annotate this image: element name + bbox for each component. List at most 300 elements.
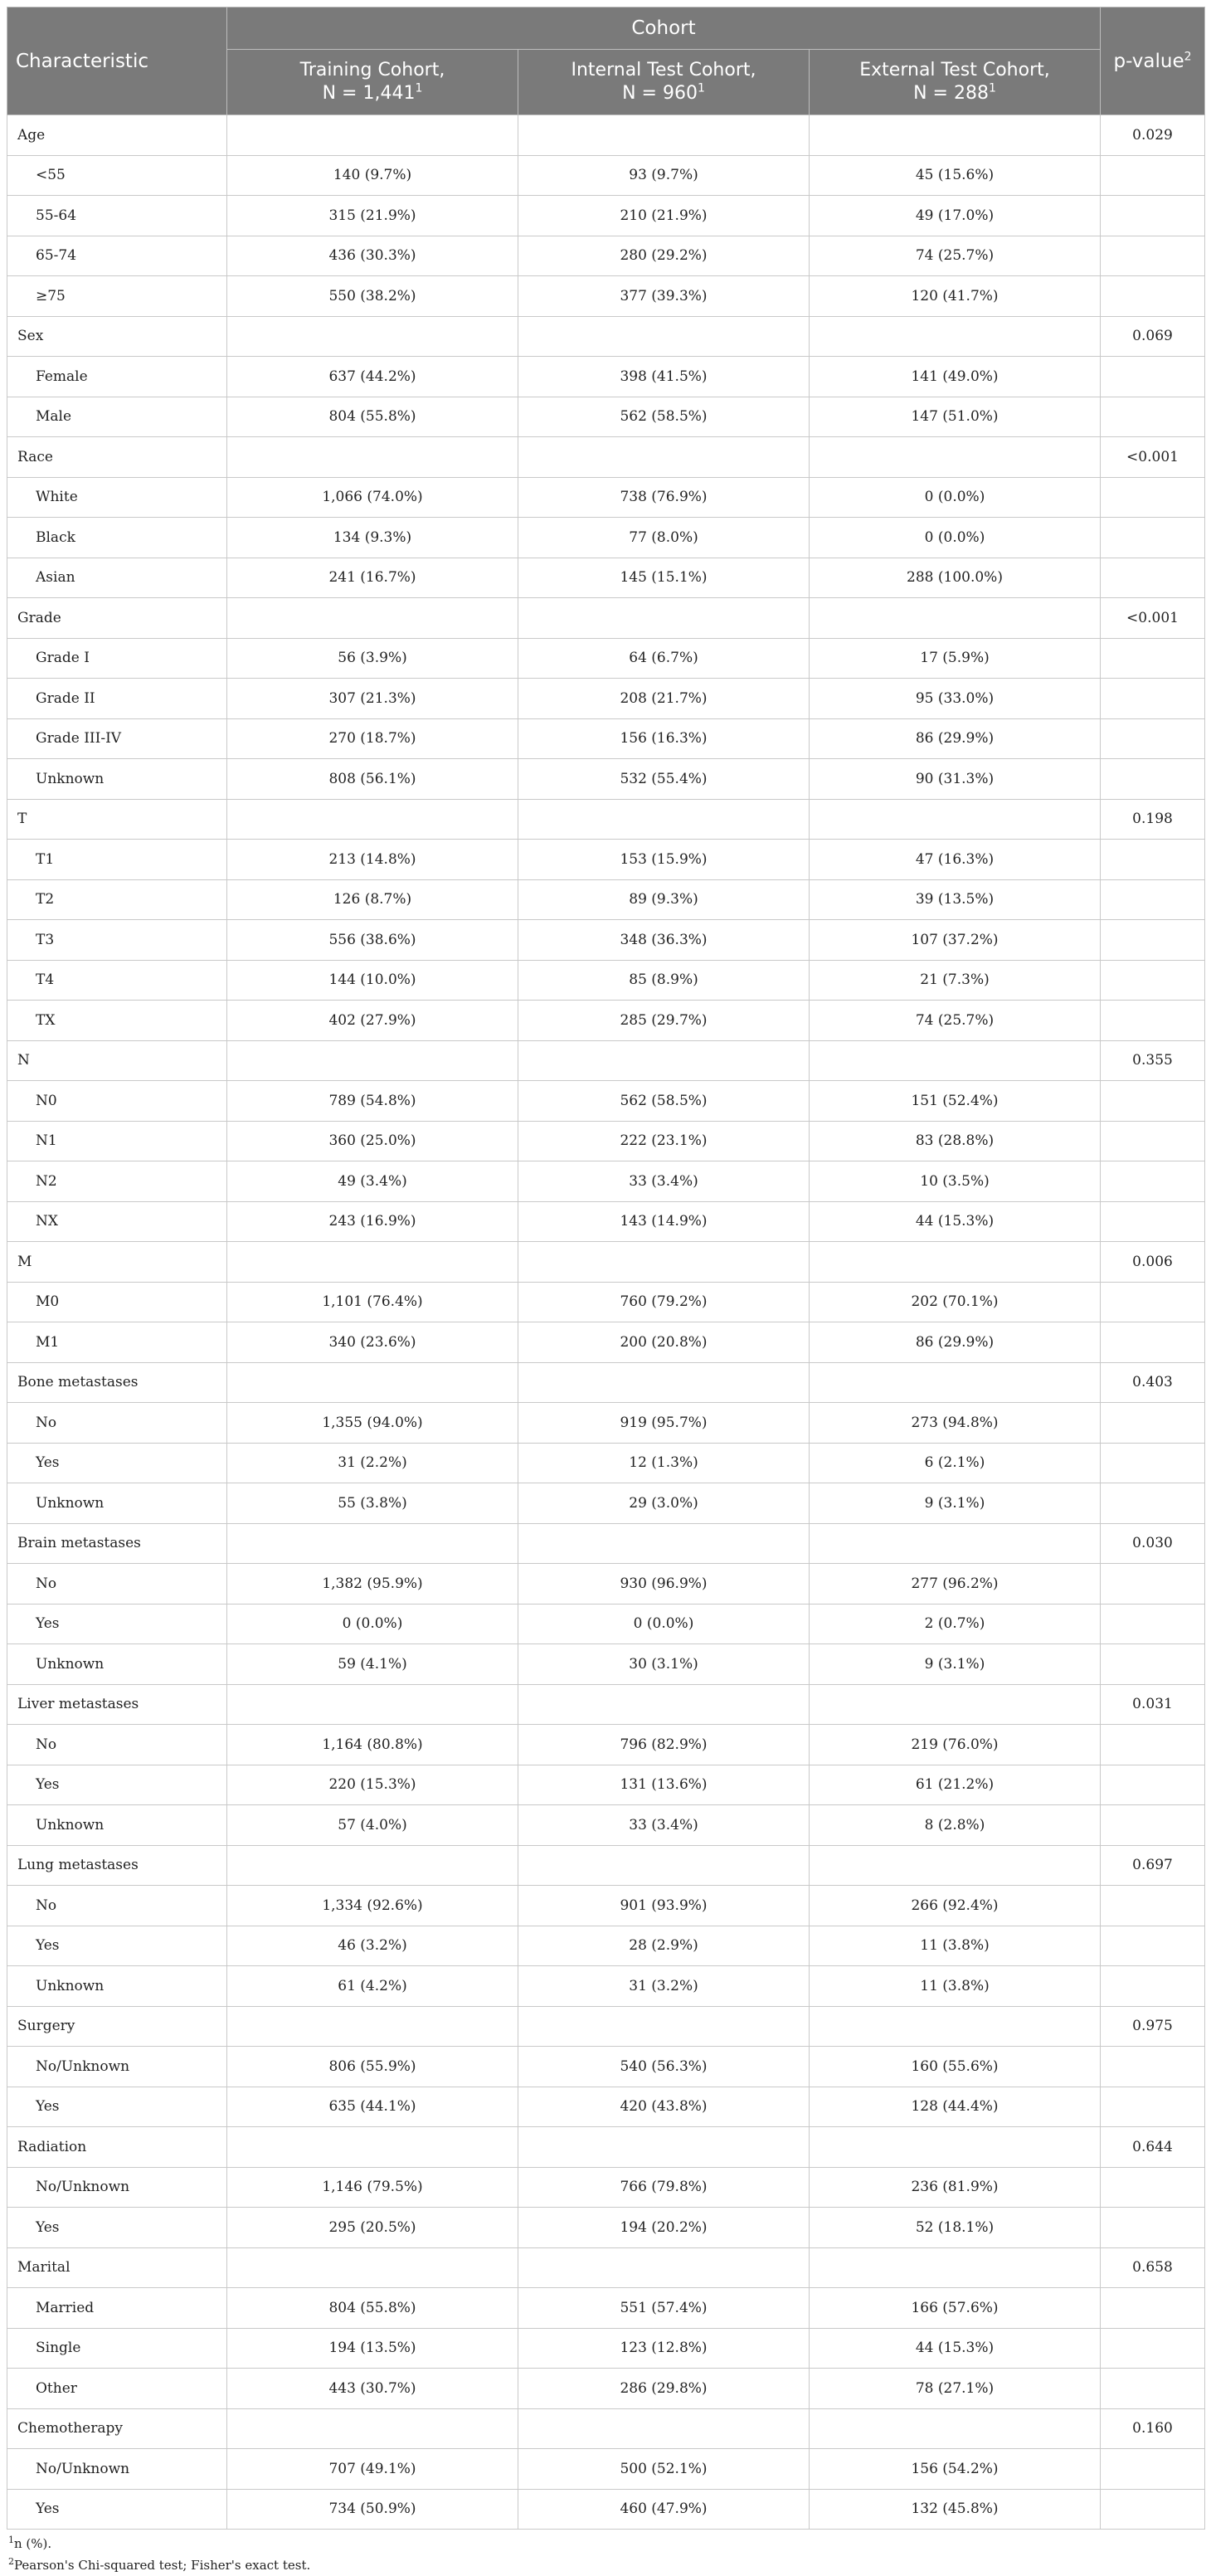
table-row bbox=[7, 1564, 1205, 1605]
row-label: N2 bbox=[7, 1161, 227, 1202]
internal-test-value: 901 (93.9%) bbox=[518, 1886, 810, 1926]
external-test-value: 83 (28.8%) bbox=[810, 1121, 1101, 1161]
external-test-value: 86 (29.9%) bbox=[810, 718, 1101, 759]
group-label: Liver metastases bbox=[7, 1684, 227, 1725]
empty-cell bbox=[518, 1845, 810, 1886]
training-value: 241 (16.7%) bbox=[227, 558, 518, 598]
empty-cell bbox=[1101, 2449, 1205, 2490]
internal-test-value: 64 (6.7%) bbox=[518, 638, 810, 679]
row-label: No bbox=[7, 1403, 227, 1444]
empty-cell bbox=[227, 799, 518, 840]
external-test-value: 0 (0.0%) bbox=[810, 477, 1101, 518]
empty-cell bbox=[810, 1523, 1101, 1564]
p-value-cell: 0.697 bbox=[1101, 1845, 1205, 1886]
table-row bbox=[7, 638, 1205, 679]
cohort-header: Cohort bbox=[227, 7, 1101, 50]
external-test-value: 277 (96.2%) bbox=[810, 1564, 1101, 1605]
pvalue-header-label: p-value bbox=[1113, 50, 1184, 72]
external-test-value: 17 (5.9%) bbox=[810, 638, 1101, 679]
table-row bbox=[7, 1282, 1205, 1322]
external-test-value: 9 (3.1%) bbox=[810, 1644, 1101, 1685]
table-row bbox=[7, 1403, 1205, 1444]
empty-cell bbox=[1101, 477, 1205, 518]
external-test-value: 52 (18.1%) bbox=[810, 2208, 1101, 2248]
empty-cell bbox=[227, 115, 518, 156]
internal-test-value: 420 (43.8%) bbox=[518, 2087, 810, 2127]
group-label: Age bbox=[7, 115, 227, 156]
empty-cell bbox=[1101, 759, 1205, 800]
external-test-value: 202 (70.1%) bbox=[810, 1282, 1101, 1322]
empty-cell bbox=[518, 2006, 810, 2047]
table-row bbox=[7, 2449, 1205, 2490]
training-value: 804 (55.8%) bbox=[227, 2288, 518, 2329]
column-sup: 1 bbox=[697, 81, 705, 95]
external-test-value: 132 (45.8%) bbox=[810, 2489, 1101, 2530]
table-row bbox=[7, 2328, 1205, 2369]
training-value: 61 (4.2%) bbox=[227, 1966, 518, 2007]
table-row bbox=[7, 276, 1205, 317]
empty-cell bbox=[1101, 679, 1205, 719]
empty-cell bbox=[1101, 1805, 1205, 1846]
row-label: T3 bbox=[7, 920, 227, 961]
empty-cell bbox=[1101, 879, 1205, 920]
row-label: Grade II bbox=[7, 679, 227, 719]
internal-test-value: 28 (2.9%) bbox=[518, 1926, 810, 1966]
internal-test-cohort-header bbox=[518, 50, 810, 115]
row-label: N0 bbox=[7, 1081, 227, 1122]
row-label: M1 bbox=[7, 1322, 227, 1363]
internal-test-value: 12 (1.3%) bbox=[518, 1443, 810, 1483]
empty-cell bbox=[1101, 638, 1205, 679]
table-row bbox=[7, 1805, 1205, 1846]
external-test-value: 49 (17.0%) bbox=[810, 196, 1101, 236]
training-value: 734 (50.9%) bbox=[227, 2489, 518, 2530]
empty-cell bbox=[1101, 196, 1205, 236]
row-label: N1 bbox=[7, 1121, 227, 1161]
table-row bbox=[7, 518, 1205, 558]
column-name: External Test Cohort, bbox=[859, 60, 1050, 80]
empty-cell bbox=[1101, 2167, 1205, 2208]
empty-cell bbox=[227, 2006, 518, 2047]
table-row bbox=[7, 1886, 1205, 1926]
internal-test-value: 89 (9.3%) bbox=[518, 879, 810, 920]
empty-cell bbox=[518, 1242, 810, 1283]
row-label: T1 bbox=[7, 840, 227, 880]
empty-cell bbox=[810, 437, 1101, 478]
training-value: 635 (44.1%) bbox=[227, 2087, 518, 2127]
empty-cell bbox=[810, 2408, 1101, 2449]
row-label: Asian bbox=[7, 558, 227, 598]
group-header-row bbox=[7, 799, 1205, 840]
empty-cell bbox=[1101, 1161, 1205, 1202]
empty-cell bbox=[1101, 155, 1205, 196]
empty-cell bbox=[1101, 2288, 1205, 2329]
empty-cell bbox=[227, 1845, 518, 1886]
footnote-marker: 1 bbox=[8, 2535, 14, 2545]
empty-cell bbox=[227, 316, 518, 357]
training-value: 808 (56.1%) bbox=[227, 759, 518, 800]
external-test-value: 141 (49.0%) bbox=[810, 357, 1101, 397]
row-label: No bbox=[7, 1564, 227, 1605]
empty-cell bbox=[227, 2247, 518, 2288]
empty-cell bbox=[1101, 1483, 1205, 1524]
external-test-value: 273 (94.8%) bbox=[810, 1403, 1101, 1444]
pvalue-header bbox=[1101, 7, 1205, 115]
row-label: No bbox=[7, 1725, 227, 1765]
group-label: Surgery bbox=[7, 2006, 227, 2047]
internal-test-value: 33 (3.4%) bbox=[518, 1161, 810, 1202]
group-label: Sex bbox=[7, 316, 227, 357]
empty-cell bbox=[810, 799, 1101, 840]
training-value: 307 (21.3%) bbox=[227, 679, 518, 719]
table-row bbox=[7, 759, 1205, 800]
group-header-row bbox=[7, 316, 1205, 357]
row-label: Unknown bbox=[7, 1644, 227, 1685]
row-label: Yes bbox=[7, 1926, 227, 1966]
external-test-value: 219 (76.0%) bbox=[810, 1725, 1101, 1765]
training-value: 59 (4.1%) bbox=[227, 1644, 518, 1685]
empty-cell bbox=[518, 316, 810, 357]
training-value: 270 (18.7%) bbox=[227, 718, 518, 759]
internal-test-value: 348 (36.3%) bbox=[518, 920, 810, 961]
group-label: Brain metastases bbox=[7, 1523, 227, 1564]
table-row bbox=[7, 1604, 1205, 1644]
internal-test-value: 131 (13.6%) bbox=[518, 1765, 810, 1805]
table-row bbox=[7, 1081, 1205, 1122]
internal-test-value: 919 (95.7%) bbox=[518, 1403, 810, 1444]
footnote-text: n (%). bbox=[14, 2536, 52, 2551]
row-label: NX bbox=[7, 1201, 227, 1242]
empty-cell bbox=[1101, 2489, 1205, 2530]
external-test-value: 47 (16.3%) bbox=[810, 840, 1101, 880]
external-test-value: 9 (3.1%) bbox=[810, 1483, 1101, 1524]
empty-cell bbox=[227, 2408, 518, 2449]
row-label: Grade III-IV bbox=[7, 718, 227, 759]
empty-cell bbox=[1101, 2369, 1205, 2409]
row-label: <55 bbox=[7, 155, 227, 196]
table-row bbox=[7, 2288, 1205, 2329]
training-value: 340 (23.6%) bbox=[227, 1322, 518, 1363]
p-value-cell: <0.001 bbox=[1101, 598, 1205, 639]
group-label: Chemotherapy bbox=[7, 2408, 227, 2449]
table-row bbox=[7, 2208, 1205, 2248]
training-cohort-header bbox=[227, 50, 518, 115]
external-test-value: 74 (25.7%) bbox=[810, 1001, 1101, 1041]
column-name: Training Cohort, bbox=[299, 60, 445, 80]
p-value-cell: 0.030 bbox=[1101, 1523, 1205, 1564]
empty-cell bbox=[1101, 1282, 1205, 1322]
group-header-row bbox=[7, 115, 1205, 156]
row-label: ≥75 bbox=[7, 276, 227, 317]
empty-cell bbox=[1101, 357, 1205, 397]
training-value: 243 (16.9%) bbox=[227, 1201, 518, 1242]
internal-test-value: 766 (79.8%) bbox=[518, 2167, 810, 2208]
internal-test-value: 280 (29.2%) bbox=[518, 236, 810, 276]
internal-test-value: 93 (9.7%) bbox=[518, 155, 810, 196]
training-value: 1,101 (76.4%) bbox=[227, 1282, 518, 1322]
external-test-value: 107 (37.2%) bbox=[810, 920, 1101, 961]
training-value: 1,334 (92.6%) bbox=[227, 1886, 518, 1926]
internal-test-value: 29 (3.0%) bbox=[518, 1483, 810, 1524]
internal-test-value: 200 (20.8%) bbox=[518, 1322, 810, 1363]
external-test-value: 6 (2.1%) bbox=[810, 1443, 1101, 1483]
row-label: T4 bbox=[7, 960, 227, 1001]
training-value: 315 (21.9%) bbox=[227, 196, 518, 236]
footnote bbox=[8, 2533, 1204, 2554]
empty-cell bbox=[810, 1684, 1101, 1725]
internal-test-value: 77 (8.0%) bbox=[518, 518, 810, 558]
row-label: Yes bbox=[7, 2208, 227, 2248]
training-value: 360 (25.0%) bbox=[227, 1121, 518, 1161]
empty-cell bbox=[227, 1040, 518, 1081]
row-label: No bbox=[7, 1886, 227, 1926]
row-label: Unknown bbox=[7, 1805, 227, 1846]
empty-cell bbox=[227, 437, 518, 478]
group-label: N bbox=[7, 1040, 227, 1081]
empty-cell bbox=[1101, 1121, 1205, 1161]
internal-test-value: 760 (79.2%) bbox=[518, 1282, 810, 1322]
training-value: 295 (20.5%) bbox=[227, 2208, 518, 2248]
internal-test-value: 210 (21.9%) bbox=[518, 196, 810, 236]
internal-test-value: 123 (12.8%) bbox=[518, 2328, 810, 2369]
internal-test-value: 377 (39.3%) bbox=[518, 276, 810, 317]
group-label: Radiation bbox=[7, 2127, 227, 2168]
internal-test-value: 33 (3.4%) bbox=[518, 1805, 810, 1846]
internal-test-value: 153 (15.9%) bbox=[518, 840, 810, 880]
empty-cell bbox=[1101, 960, 1205, 1001]
empty-cell bbox=[518, 2127, 810, 2168]
empty-cell bbox=[1101, 1725, 1205, 1765]
row-label: No/Unknown bbox=[7, 2047, 227, 2087]
group-header-row bbox=[7, 1362, 1205, 1403]
table-container bbox=[7, 7, 1204, 2576]
external-test-value: 86 (29.9%) bbox=[810, 1322, 1101, 1363]
internal-test-value: 286 (29.8%) bbox=[518, 2369, 810, 2409]
empty-cell bbox=[1101, 1926, 1205, 1966]
external-test-value: 95 (33.0%) bbox=[810, 679, 1101, 719]
internal-test-value: 532 (55.4%) bbox=[518, 759, 810, 800]
empty-cell bbox=[810, 598, 1101, 639]
group-header-row bbox=[7, 2408, 1205, 2449]
empty-cell bbox=[810, 1040, 1101, 1081]
empty-cell bbox=[1101, 1644, 1205, 1685]
internal-test-value: 0 (0.0%) bbox=[518, 1604, 810, 1644]
row-label: Yes bbox=[7, 2087, 227, 2127]
row-label: 65-74 bbox=[7, 236, 227, 276]
training-value: 46 (3.2%) bbox=[227, 1926, 518, 1966]
internal-test-value: 285 (29.7%) bbox=[518, 1001, 810, 1041]
group-label: Grade bbox=[7, 598, 227, 639]
empty-cell bbox=[227, 1523, 518, 1564]
row-label: M0 bbox=[7, 1282, 227, 1322]
external-test-value: 0 (0.0%) bbox=[810, 518, 1101, 558]
empty-cell bbox=[810, 115, 1101, 156]
row-label: Unknown bbox=[7, 759, 227, 800]
group-label: Race bbox=[7, 437, 227, 478]
table-row bbox=[7, 357, 1205, 397]
group-header-row bbox=[7, 1845, 1205, 1886]
table-row bbox=[7, 1483, 1205, 1524]
empty-cell bbox=[518, 598, 810, 639]
row-label: T2 bbox=[7, 879, 227, 920]
empty-cell bbox=[518, 115, 810, 156]
group-header-row bbox=[7, 437, 1205, 478]
training-value: 806 (55.9%) bbox=[227, 2047, 518, 2087]
empty-cell bbox=[810, 2247, 1101, 2288]
empty-cell bbox=[1101, 2047, 1205, 2087]
row-label: Unknown bbox=[7, 1966, 227, 2007]
table-row bbox=[7, 2369, 1205, 2409]
table-row bbox=[7, 2087, 1205, 2127]
training-value: 31 (2.2%) bbox=[227, 1443, 518, 1483]
table-row bbox=[7, 718, 1205, 759]
external-test-value: 166 (57.6%) bbox=[810, 2288, 1101, 2329]
row-label: Black bbox=[7, 518, 227, 558]
table-row bbox=[7, 236, 1205, 276]
row-label: 55-64 bbox=[7, 196, 227, 236]
column-n: N = 960 bbox=[622, 83, 698, 104]
internal-test-value: 738 (76.9%) bbox=[518, 477, 810, 518]
row-label: No/Unknown bbox=[7, 2167, 227, 2208]
internal-test-value: 85 (8.9%) bbox=[518, 960, 810, 1001]
training-value: 140 (9.7%) bbox=[227, 155, 518, 196]
empty-cell bbox=[227, 2127, 518, 2168]
empty-cell bbox=[518, 1040, 810, 1081]
empty-cell bbox=[1101, 1886, 1205, 1926]
empty-cell bbox=[518, 1684, 810, 1725]
empty-cell bbox=[810, 316, 1101, 357]
empty-cell bbox=[810, 1362, 1101, 1403]
empty-cell bbox=[227, 1684, 518, 1725]
empty-cell bbox=[1101, 2087, 1205, 2127]
row-label: Male bbox=[7, 397, 227, 437]
row-label: Unknown bbox=[7, 1483, 227, 1524]
training-value: 57 (4.0%) bbox=[227, 1805, 518, 1846]
table-row bbox=[7, 1161, 1205, 1202]
external-test-value: 44 (15.3%) bbox=[810, 1201, 1101, 1242]
table-row bbox=[7, 1001, 1205, 1041]
table-row bbox=[7, 1926, 1205, 1966]
internal-test-value: 500 (52.1%) bbox=[518, 2449, 810, 2490]
empty-cell bbox=[1101, 2208, 1205, 2248]
empty-cell bbox=[518, 1362, 810, 1403]
p-value-cell: <0.001 bbox=[1101, 437, 1205, 478]
group-header-row bbox=[7, 1523, 1205, 1564]
training-value: 126 (8.7%) bbox=[227, 879, 518, 920]
empty-cell bbox=[1101, 1564, 1205, 1605]
external-test-value: 147 (51.0%) bbox=[810, 397, 1101, 437]
training-value: 1,382 (95.9%) bbox=[227, 1564, 518, 1605]
empty-cell bbox=[227, 1242, 518, 1283]
empty-cell bbox=[1101, 840, 1205, 880]
row-label: Yes bbox=[7, 1443, 227, 1483]
p-value-cell: 0.031 bbox=[1101, 1684, 1205, 1725]
row-label: Yes bbox=[7, 1765, 227, 1805]
table-row bbox=[7, 1765, 1205, 1805]
empty-cell bbox=[518, 2247, 810, 2288]
p-value-cell: 0.198 bbox=[1101, 799, 1205, 840]
external-test-value: 44 (15.3%) bbox=[810, 2328, 1101, 2369]
internal-test-value: 194 (20.2%) bbox=[518, 2208, 810, 2248]
training-value: 194 (13.5%) bbox=[227, 2328, 518, 2369]
external-test-value: 45 (15.6%) bbox=[810, 155, 1101, 196]
empty-cell bbox=[810, 2006, 1101, 2047]
empty-cell bbox=[1101, 718, 1205, 759]
table-row bbox=[7, 960, 1205, 1001]
row-label: No/Unknown bbox=[7, 2449, 227, 2490]
table-row bbox=[7, 840, 1205, 880]
row-label: Female bbox=[7, 357, 227, 397]
table-row bbox=[7, 2047, 1205, 2087]
group-label: Marital bbox=[7, 2247, 227, 2288]
internal-test-value: 562 (58.5%) bbox=[518, 1081, 810, 1122]
internal-test-value: 31 (3.2%) bbox=[518, 1966, 810, 2007]
footnotes bbox=[7, 2533, 1204, 2576]
training-value: 402 (27.9%) bbox=[227, 1001, 518, 1041]
training-value: 49 (3.4%) bbox=[227, 1161, 518, 1202]
empty-cell bbox=[1101, 1001, 1205, 1041]
external-test-value: 11 (3.8%) bbox=[810, 1926, 1101, 1966]
internal-test-value: 551 (57.4%) bbox=[518, 2288, 810, 2329]
characteristic-header: Characteristic bbox=[7, 7, 227, 115]
external-test-value: 8 (2.8%) bbox=[810, 1805, 1101, 1846]
p-value-cell: 0.160 bbox=[1101, 2408, 1205, 2449]
empty-cell bbox=[1101, 1966, 1205, 2007]
p-value-cell: 0.029 bbox=[1101, 115, 1205, 156]
training-value: 144 (10.0%) bbox=[227, 960, 518, 1001]
internal-test-value: 208 (21.7%) bbox=[518, 679, 810, 719]
external-test-value: 288 (100.0%) bbox=[810, 558, 1101, 598]
external-test-value: 21 (7.3%) bbox=[810, 960, 1101, 1001]
row-label: Married bbox=[7, 2288, 227, 2329]
empty-cell bbox=[1101, 1081, 1205, 1122]
table-row bbox=[7, 558, 1205, 598]
empty-cell bbox=[1101, 1403, 1205, 1444]
internal-test-value: 143 (14.9%) bbox=[518, 1201, 810, 1242]
training-value: 220 (15.3%) bbox=[227, 1765, 518, 1805]
empty-cell bbox=[810, 2127, 1101, 2168]
p-value-cell: 0.069 bbox=[1101, 316, 1205, 357]
external-test-value: 2 (0.7%) bbox=[810, 1604, 1101, 1644]
training-value: 804 (55.8%) bbox=[227, 397, 518, 437]
empty-cell bbox=[1101, 558, 1205, 598]
column-name: Internal Test Cohort, bbox=[571, 60, 756, 80]
group-label: T bbox=[7, 799, 227, 840]
group-header-row bbox=[7, 598, 1205, 639]
table-row bbox=[7, 920, 1205, 961]
internal-test-value: 930 (96.9%) bbox=[518, 1564, 810, 1605]
table-row bbox=[7, 155, 1205, 196]
empty-cell bbox=[227, 598, 518, 639]
table-row bbox=[7, 679, 1205, 719]
table-row bbox=[7, 1966, 1205, 2007]
footnote bbox=[8, 2554, 1204, 2576]
table-row bbox=[7, 2489, 1205, 2530]
group-header-row bbox=[7, 1040, 1205, 1081]
p-value-cell: 0.403 bbox=[1101, 1362, 1205, 1403]
p-value-cell: 0.006 bbox=[1101, 1242, 1205, 1283]
internal-test-value: 222 (23.1%) bbox=[518, 1121, 810, 1161]
p-value-cell: 0.975 bbox=[1101, 2006, 1205, 2047]
row-label: Yes bbox=[7, 2489, 227, 2530]
external-test-value: 10 (3.5%) bbox=[810, 1161, 1101, 1202]
p-value-cell: 0.658 bbox=[1101, 2247, 1205, 2288]
external-test-value: 266 (92.4%) bbox=[810, 1886, 1101, 1926]
column-sup: 1 bbox=[415, 81, 423, 95]
external-test-value: 160 (55.6%) bbox=[810, 2047, 1101, 2087]
external-test-value: 74 (25.7%) bbox=[810, 236, 1101, 276]
empty-cell bbox=[518, 799, 810, 840]
